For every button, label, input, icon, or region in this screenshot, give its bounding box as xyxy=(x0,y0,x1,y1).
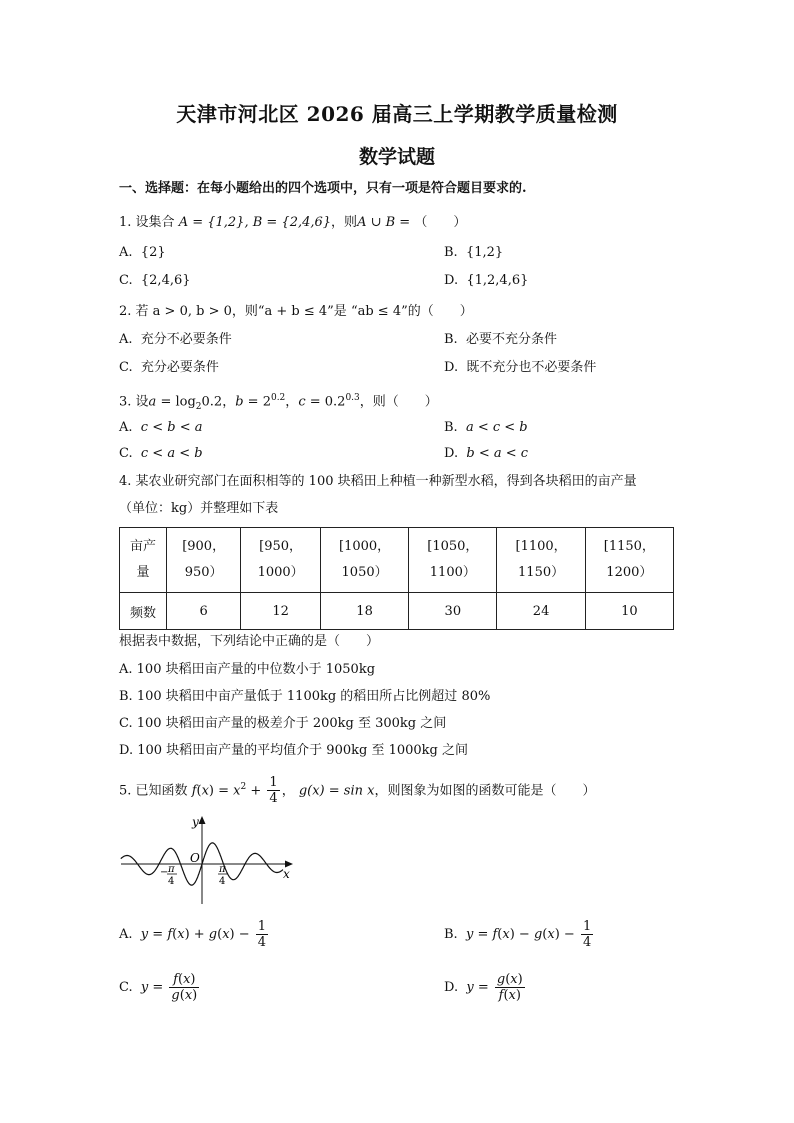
svg-text:−: − xyxy=(160,867,169,878)
q4-option-c: C. 100 块稻田亩产量的极差介于 200kg 至 300kg 之间 xyxy=(119,716,447,731)
yield-frequency-table xyxy=(119,527,674,630)
y-axis-arrow-icon xyxy=(199,816,206,824)
exam-subtitle: 数学试题 xyxy=(358,146,435,168)
q1-option-b: B. {1,2} xyxy=(444,245,504,260)
q2-option-c: C. 充分必要条件 xyxy=(119,360,219,375)
question-1 xyxy=(119,214,466,232)
q1-expr: A ∪ B = xyxy=(357,215,411,230)
table-cell: 12 xyxy=(241,593,321,630)
svg-text:π: π xyxy=(168,864,175,875)
q2-option-b: B. 必要不充分条件 xyxy=(444,332,557,347)
question-2: 2. 若 a > 0, b > 0，则“a + b ≤ 4”是 “ab ≤ 4”的（ ） xyxy=(119,304,473,319)
q4-option-b: B. 100 块稻田中亩产量低于 1100kg 的稻田所占比例超过 80% xyxy=(119,689,491,704)
q3-option-b: B. a < c < b xyxy=(444,420,528,435)
q1-option-a: A. {2} xyxy=(119,245,166,260)
y-axis-label: y xyxy=(192,815,199,829)
question-4-line1: 4. 某农业研究部门在面积相等的 100 块稻田上种植一种新型水稻，得到各块稻田的亩产量 xyxy=(119,474,637,489)
function-graph xyxy=(119,812,299,907)
section-heading: 一、选择题：在每小题给出的四个选项中，只有一项是符合题目要求的. xyxy=(119,181,527,196)
q1-sets: A = {1,2}, B = {2,4,6} xyxy=(178,215,332,230)
tick-right xyxy=(218,864,228,887)
question-5: 5. 已知函数 $f(x) = x^2$ + $\frac{1}{4}$ ， g(x) = sin x，则图象为如图的函数可能是（ ） xyxy=(119,775,596,807)
tick-left xyxy=(160,864,177,887)
q3-option-c: C. c < a < b xyxy=(119,446,203,461)
table-cell: [1000， 1050） xyxy=(320,528,408,593)
q5-option-c: C. y = $\frac{f(x)}{g(x)}$ xyxy=(119,972,198,1003)
q3-option-a: A. c < b < a xyxy=(119,420,203,435)
svg-text:4: 4 xyxy=(219,876,226,887)
x-axis-label: x xyxy=(283,867,290,881)
question-3: 3. 设$a = \log_20.2$，$b = 2^{0.2}$，$c = 0.2^{0.3}$，则（ ） xyxy=(119,393,438,412)
q5-option-d: D. y = $\frac{g(x)}{f(x)}$ xyxy=(444,972,523,1003)
q5-option-b: B. y = f(x) − g(x) − $\frac{1}{4}$ xyxy=(444,919,592,950)
q5-gdef: g(x) = sin x xyxy=(298,783,375,799)
q4-option-d: D. 100 块稻田亩产量的平均值介于 900kg 至 1000kg 之间 xyxy=(119,743,468,758)
svg-text:π: π xyxy=(219,864,226,875)
table-cell: 30 xyxy=(409,593,497,630)
table-cell: [1050， 1100） xyxy=(409,528,497,593)
table-cell: [1150， 1200） xyxy=(585,528,673,593)
exam-title: 天津市河北区 2026 届高三上学期教学质量检测 xyxy=(176,102,618,126)
q1-mid: ，则 xyxy=(331,215,358,230)
svg-text:4: 4 xyxy=(168,876,175,887)
table-cell: [1100， 1150） xyxy=(497,528,585,593)
q3-option-d: D. b < a < c xyxy=(444,446,529,461)
table-cell: 6 xyxy=(167,593,241,630)
table-header-cell: 频数 xyxy=(120,593,167,630)
table-cell: [950， 1000） xyxy=(241,528,321,593)
table-row xyxy=(120,593,674,630)
question-4-line2: （单位：kg）并整理如下表 xyxy=(119,501,279,516)
q1-prefix: 1. 设集合 xyxy=(119,215,175,230)
origin-label: O xyxy=(190,851,200,865)
table-cell: 24 xyxy=(497,593,585,630)
q1-option-c: C. {2,4,6} xyxy=(119,273,191,288)
q2-option-a: A. 充分不必要条件 xyxy=(119,332,232,347)
table-cell: 18 xyxy=(320,593,408,630)
table-cell: 10 xyxy=(585,593,673,630)
q5-option-a: A. y = f(x) + g(x) − $\frac{1}{4}$ xyxy=(119,919,267,950)
q1-tail: （ ） xyxy=(414,215,467,230)
q2-option-d: D. 既不充分也不必要条件 xyxy=(444,360,597,375)
q4-stem: 根据表中数据，下列结论中正确的是（ ） xyxy=(119,634,380,649)
table-header-cell: 亩产 量 xyxy=(120,528,167,593)
q4-option-a: A. 100 块稻田亩产量的中位数小于 1050kg xyxy=(119,662,376,677)
table-cell: [900， 950） xyxy=(167,528,241,593)
q1-option-d: D. {1,2,4,6} xyxy=(444,273,529,288)
table-row xyxy=(120,528,674,593)
